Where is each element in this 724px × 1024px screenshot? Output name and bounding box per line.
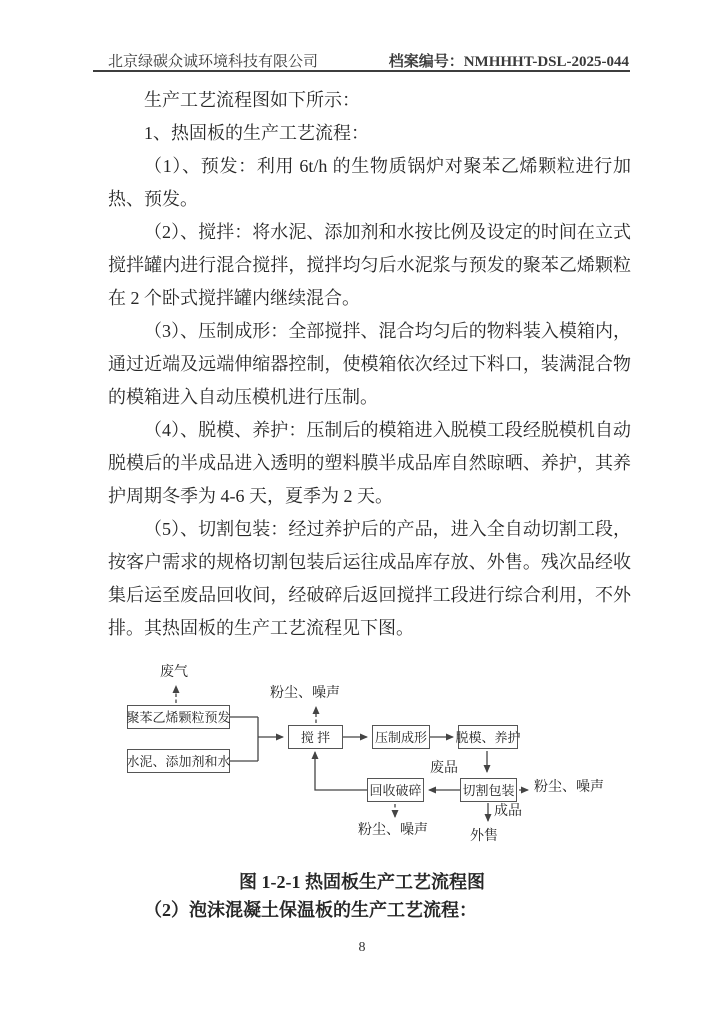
paragraph-intro: 生产工艺流程图如下所示：: [144, 90, 360, 110]
page-header: [108, 50, 629, 71]
page-number: 8: [358, 940, 366, 955]
emission-label-dust-noise-recycling: 粉尘、噪声: [358, 823, 428, 838]
file-number-label: 档案编号：: [388, 54, 464, 70]
header-rule: [93, 70, 630, 72]
flow-node-cutting-packing: 切割包装: [460, 778, 517, 802]
file-number: [389, 50, 629, 71]
paragraph-step-2: （2）、搅拌：将水泥、添加剂和水按比例及设定的时间在立式搅拌罐内进行混合搅拌，搅拌均匀后水泥浆与预发的聚苯乙烯颗粒在 2 个卧式搅拌罐内继续混合。: [108, 222, 631, 308]
figure-caption: 图 1-2-1 热固板生产工艺流程图: [239, 872, 485, 892]
flow-node-pre-expansion: 聚苯乙烯颗粒预发: [127, 705, 230, 729]
file-number-value: NMHHHT-DSL-2025-044: [463, 54, 629, 70]
paragraph-section-1: 1、热固板的生产工艺流程：: [144, 123, 369, 143]
paragraph-step-1: （1）、预发：利用 6t/h 的生物质锅炉对聚苯乙烯颗粒进行加热、预发。: [108, 156, 631, 209]
paragraph-step-4: （4）、脱模、养护：压制后的模箱进入脱模工段经脱模机自动脱模后的半成品进入透明的塑料膜半成品库自然晾晒、养护，其养护周期冬季为 4-6 天，夏季为 2 天。: [108, 420, 631, 506]
flow-node-demolding-curing: 脱模、养护: [458, 725, 518, 749]
paragraph-step-5: （5）、切割包装：经过养护后的产品，进入全自动切割工段，按客户需求的规格切割包装后运往成品库存放、外售。残次品经收集后运至废品回收间，经破碎后返回搅拌工段进行综合利用，不外排。其热固板的生产工艺流程见下图。: [108, 519, 631, 638]
emission-label-dust-noise-cutting: 粉尘、噪声: [534, 780, 604, 795]
emission-label-waste-gas: 废气: [160, 665, 188, 680]
flow-node-raw-materials: 水泥、添加剂和水: [127, 749, 230, 773]
flow-node-press-forming: 压制成形: [372, 725, 430, 749]
flow-node-mixing: 搅 拌: [288, 725, 343, 749]
edge-label-waste: 废品: [430, 761, 458, 776]
edge-label-product: 成品: [494, 804, 522, 819]
edge-label-sale: 外售: [470, 829, 498, 844]
process-flowchart: [0, 655, 724, 860]
next-section-heading: （2）泡沫混凝土保温板的生产工艺流程：: [144, 900, 477, 920]
emission-label-dust-noise-mixing: 粉尘、噪声: [270, 686, 340, 701]
body-text: [108, 84, 631, 645]
company-name: 北京绿碳众诚环境科技有限公司: [108, 54, 319, 70]
flow-node-recycle-crushing: 回收破碎: [367, 778, 424, 802]
paragraph-step-3: （3）、压制成形：全部搅拌、混合均匀后的物料装入模箱内，通过近端及远端伸缩器控制，使模箱依次经过下料口，装满混合物的模箱进入自动压模机进行压制。: [108, 321, 631, 407]
